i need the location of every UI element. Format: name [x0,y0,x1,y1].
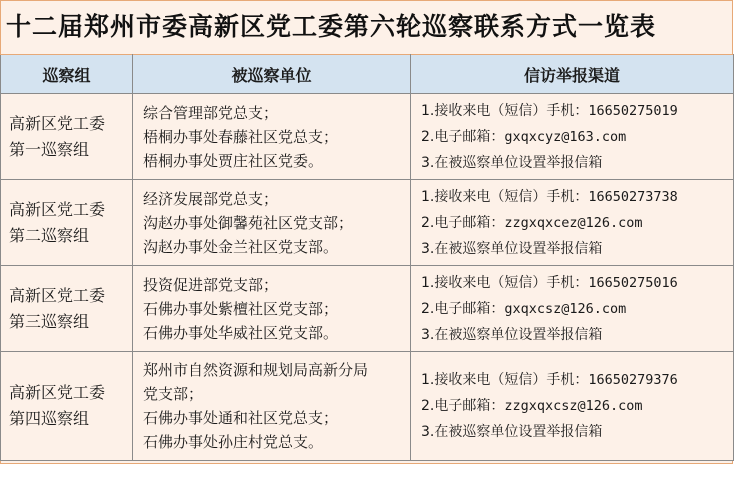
phone-line [421,270,733,296]
email-line [421,124,733,150]
unit-line: 综合管理部党总支； [143,103,279,122]
unit-line: 石佛办事处孙庄村党总支。 [143,433,324,451]
inspection-group-cell [1,94,133,180]
table-row [1,266,734,352]
group-line: 第三巡察组 [9,311,90,331]
inspection-group-cell [1,180,133,266]
email-line [421,393,733,419]
group-line: 第二巡察组 [9,225,90,245]
inspected-units-cell [133,352,411,461]
phone-label: 1.接收来电（短信）手机： [421,188,589,205]
inspected-units-cell [133,94,411,180]
unit-line: 党支部； [143,385,204,403]
phone-number: 16650273738 [588,188,678,205]
email-line [421,296,733,322]
email-line [421,210,733,236]
group-line: 第一巡察组 [9,139,90,159]
unit-line: 石佛办事处华威社区党支部。 [143,323,339,342]
phone-number: 16650279376 [588,372,678,388]
phone-label: 1.接收来电（短信）手机： [421,274,589,291]
unit-line: 沟赵办事处御馨苑社区党支部； [143,213,354,232]
inspected-units-cell [133,180,411,266]
column-header-group: 巡察组 [1,55,133,94]
report-box-line: 3.在被巡察单位设置举报信箱 [421,326,603,343]
unit-line: 梧桐办事处春藤社区党总支； [143,127,339,146]
phone-label: 1.接收来电（短信）手机： [421,102,589,119]
email-address: zzgxqxcez@126.com [504,214,643,231]
group-line: 第四巡察组 [9,409,90,428]
report-box-line: 3.在被巡察单位设置举报信箱 [421,154,603,171]
email-label: 2.电子邮箱： [421,398,505,414]
report-channels-cell [411,352,734,461]
contact-table [0,54,734,461]
inspection-group-cell [1,266,133,352]
phone-label: 1.接收来电（短信）手机： [421,372,589,388]
report-channels-cell [411,180,734,266]
unit-line: 郑州市自然资源和规划局高新分局 [143,361,369,379]
group-line: 高新区党工委 [9,383,106,402]
unit-line: 梧桐办事处贾庄社区党委。 [143,151,324,170]
email-address: gxqxcyz@163.com [504,128,627,145]
unit-line: 沟赵办事处金兰社区党支部。 [143,237,339,256]
phone-number: 16650275016 [588,274,678,291]
email-address: gxqxcsz@126.com [504,300,627,317]
unit-line: 投资促进部党支部； [143,275,279,294]
phone-line [421,184,733,210]
unit-line: 经济发展部党总支； [143,189,279,208]
report-channels-cell [411,266,734,352]
phone-line [421,98,733,124]
column-header-units: 被巡察单位 [133,55,411,94]
email-label: 2.电子邮箱： [421,128,505,145]
inspected-units-cell [133,266,411,352]
email-label: 2.电子邮箱： [421,300,505,317]
email-address: zzgxqxcsz@126.com [504,398,643,414]
inspection-group-cell [1,352,133,461]
unit-line: 石佛办事处紫檀社区党支部； [143,299,339,318]
report-box-line: 3.在被巡察单位设置举报信箱 [421,240,603,257]
unit-line: 石佛办事处通和社区党总支； [143,409,339,427]
phone-line [421,367,733,393]
group-line: 高新区党工委 [9,199,106,219]
table-row [1,94,734,180]
report-box-line: 3.在被巡察单位设置举报信箱 [421,424,603,440]
table-row [1,180,734,266]
email-label: 2.电子邮箱： [421,214,505,231]
group-line: 高新区党工委 [9,285,106,305]
report-channels-cell [411,94,734,180]
table-row [1,352,734,461]
group-line: 高新区党工委 [9,113,106,133]
page-title: 十二届郑州市委高新区党工委第六轮巡察联系方式一览表 [6,12,657,41]
phone-number: 16650275019 [588,102,678,119]
table-header-row [1,55,734,94]
column-header-channels: 信访举报渠道 [411,55,734,94]
